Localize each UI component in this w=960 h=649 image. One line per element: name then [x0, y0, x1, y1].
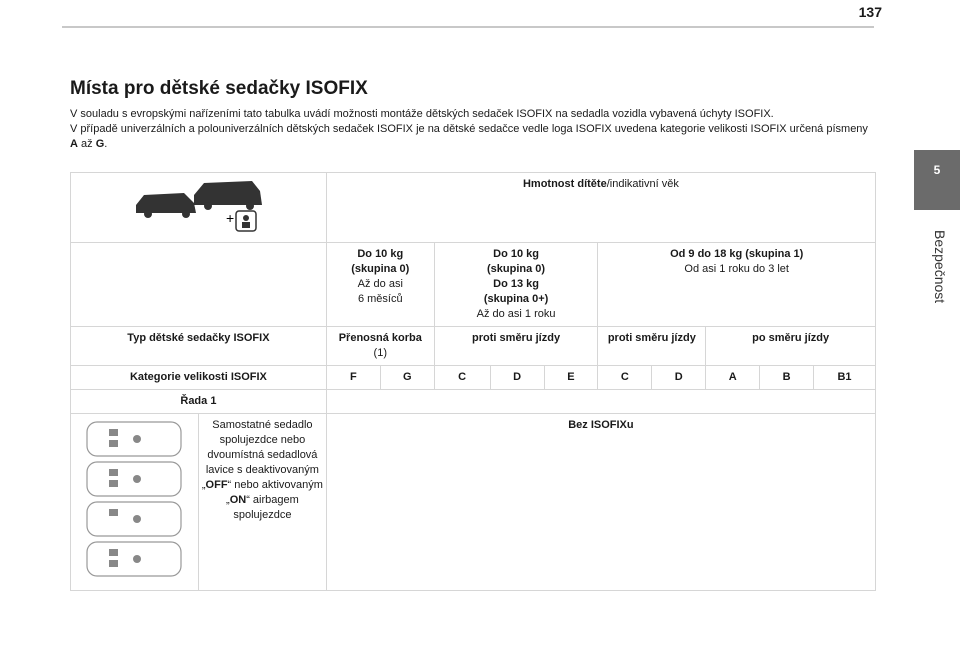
seat-type-label: Typ dětské sedačky ISOFIX	[71, 327, 327, 366]
seat-diagram-cell	[71, 414, 199, 591]
chapter-tab[interactable]: 5	[914, 150, 960, 210]
no-isofix-cell: Bez ISOFIXu	[326, 414, 875, 591]
size-class-cell: E	[544, 366, 598, 390]
intro-text	[70, 107, 870, 152]
isofix-table	[70, 172, 876, 591]
page-number: 137	[858, 4, 882, 20]
size-class-cell: G	[380, 366, 434, 390]
page-title: Místa pro dětské sedačky ISOFIX	[70, 78, 368, 99]
group-0-cell: Do 10 kg (skupina 0) Až do asi 6 měsíců	[326, 243, 434, 327]
size-class-cell: B	[760, 366, 814, 390]
chapter-label: Bezpečnost	[932, 230, 948, 304]
weight-header: Hmotnost dítěte/indikativní věk	[326, 173, 875, 243]
forward-cell: po směru jízdy	[706, 327, 876, 366]
top-divider	[62, 26, 874, 28]
size-class-cell: F	[326, 366, 380, 390]
size-class-cell: D	[490, 366, 544, 390]
vehicle-icon	[128, 177, 268, 233]
vehicle-icons-cell	[71, 173, 327, 243]
group-0plus-cell: Do 10 kg (skupina 0) Do 13 kg (skupina 0+) Až do asi 1 roku	[434, 243, 598, 327]
intro-line-2: V případě univerzálních a polouniverzálních dětských sedaček ISOFIX je na dětské sedačce vedle loga ISOFIX uvedena kategorie velikosti ISOFIX určená písmeny A až G.	[70, 123, 868, 150]
seat-description: Samostatné sedadlo spolujezdce nebo dvoumístná sedadlová lavice s deaktivovaným „OFF“ nebo aktivovaným „ON“ airbagem spolujezdce	[198, 414, 326, 591]
group-1-cell: Od 9 do 18 kg (skupina 1) Od asi 1 roku do 3 let	[598, 243, 876, 327]
rearward-cell-1: proti směru jízdy	[434, 327, 598, 366]
rearward-cell-2: proti směru jízdy	[598, 327, 706, 366]
intro-line-1: V souladu s evropskými nařízeními tato tabulka uvádí možnosti montáže dětských sedaček ISOFIX na sedadla vozidla vybavená úchyty ISOFIX.	[70, 108, 774, 120]
size-class-cell: A	[706, 366, 760, 390]
size-class-cell: B1	[814, 366, 876, 390]
size-class-cell: C	[434, 366, 490, 390]
row-1-label: Řada 1	[71, 390, 327, 414]
seat-diagram-icon	[79, 420, 189, 580]
size-class-cell: D	[652, 366, 706, 390]
size-class-label: Kategorie velikosti ISOFIX	[71, 366, 327, 390]
carrycot-cell: Přenosná korba (1)	[326, 327, 434, 366]
size-class-cell: C	[598, 366, 652, 390]
svg-text:+: +	[226, 210, 235, 226]
